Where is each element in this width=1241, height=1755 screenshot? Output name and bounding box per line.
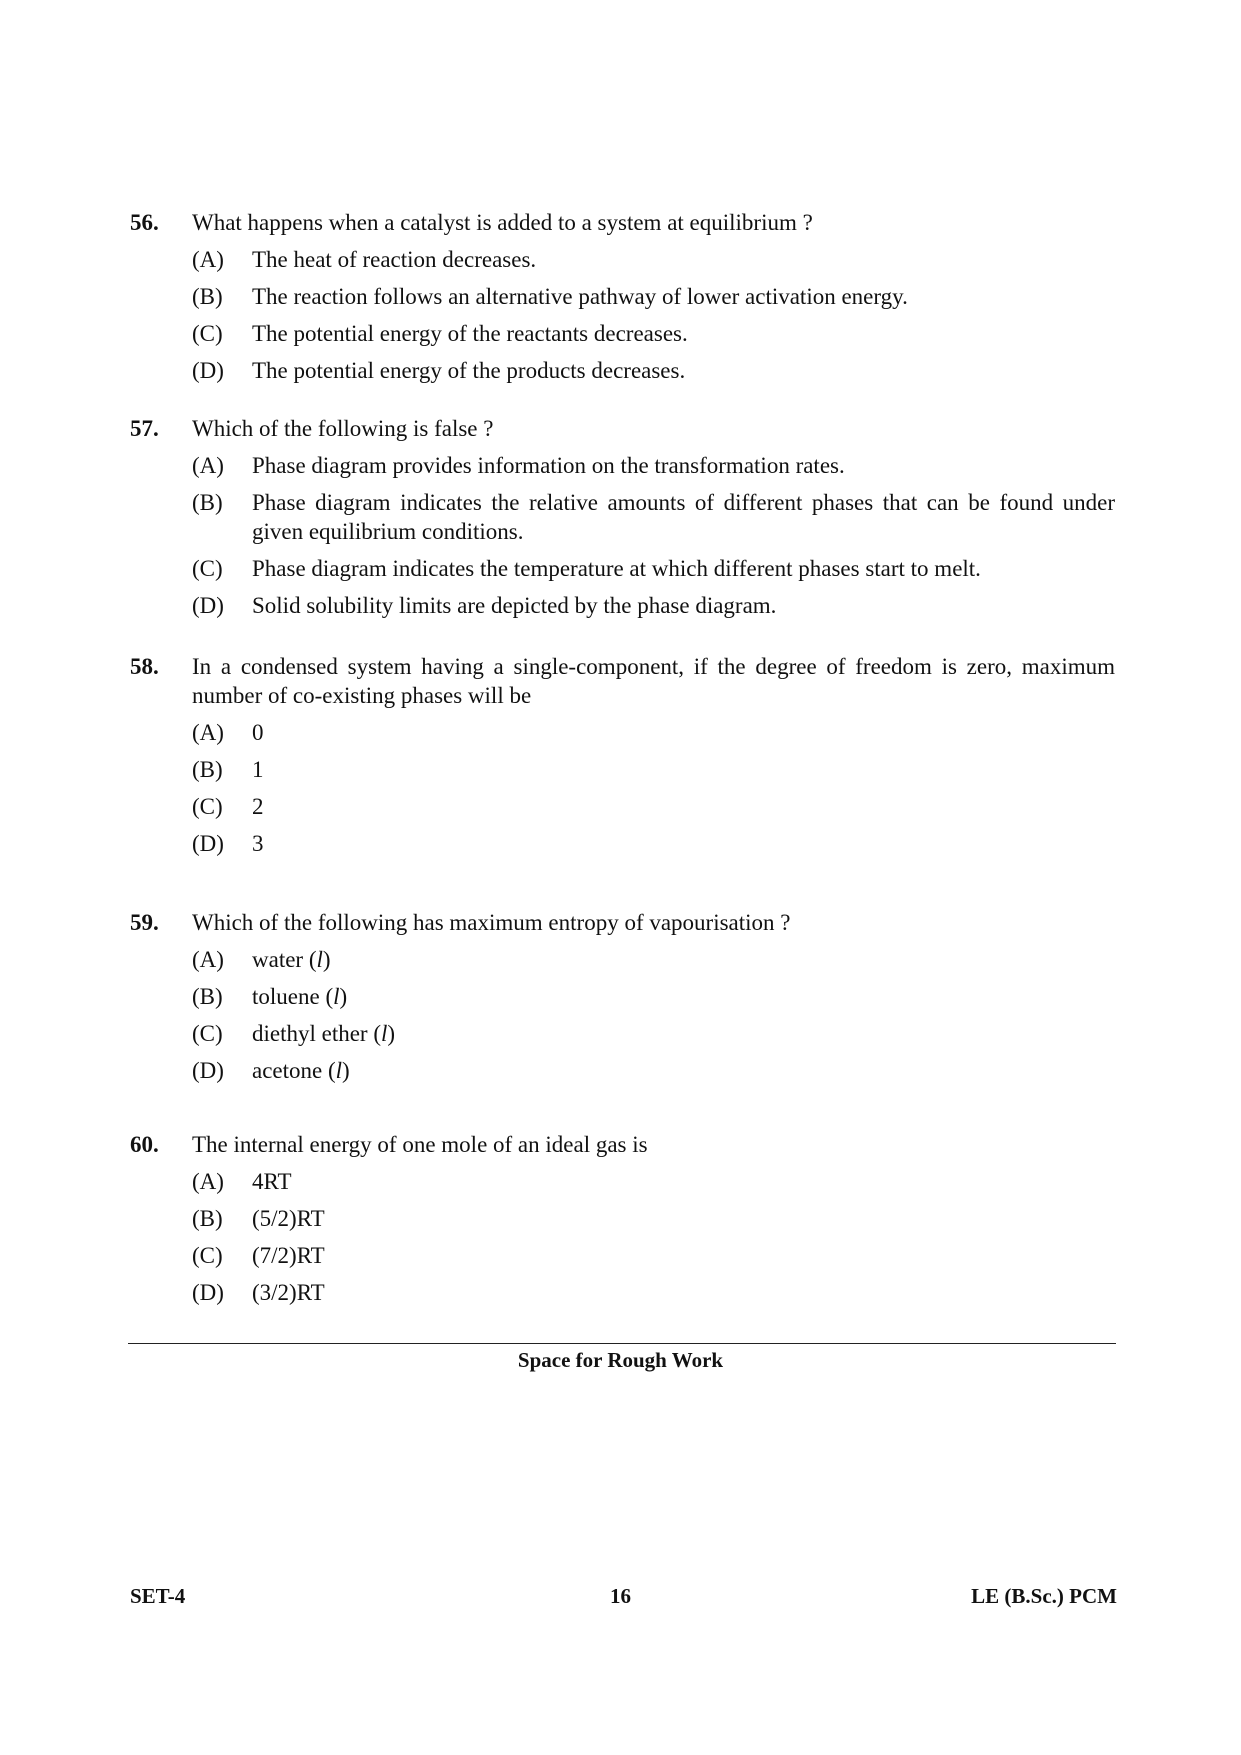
option-b — [192, 1204, 1115, 1233]
option-d — [192, 356, 1115, 385]
question-59 — [130, 908, 1115, 1093]
option-text: The reaction follows an alternative pathway of lower activation energy. — [252, 284, 908, 309]
option-text: Phase diagram indicates the temperature at which different phases start to melt. — [252, 556, 981, 581]
option-text: 2 — [252, 794, 264, 819]
question-text: Which of the following is false ? — [192, 416, 494, 441]
option-list — [130, 245, 1115, 385]
question-stem — [130, 908, 1115, 937]
option-text: Phase diagram indicates the relative amounts of different phases that can be found under given equilibrium conditions. — [252, 490, 1115, 544]
option-text: (5/2)RT — [252, 1206, 325, 1231]
rough-work-divider — [128, 1343, 1116, 1344]
option-value: diethyl ether — [252, 1021, 368, 1046]
option-list — [130, 945, 1115, 1085]
question-text: Which of the following has maximum entropy of vapourisation ? — [192, 910, 791, 935]
option-label: (C) — [192, 321, 223, 346]
option-value: toluene — [252, 984, 320, 1009]
question-stem — [130, 652, 1115, 710]
question-text: The internal energy of one mole of an ideal gas is — [192, 1132, 648, 1157]
option-text: The heat of reaction decreases. — [252, 247, 537, 272]
option-label: (C) — [192, 1243, 223, 1268]
question-number: 57. — [130, 416, 159, 441]
option-label: (C) — [192, 1021, 223, 1046]
liquid-state-symbol: l — [381, 1021, 388, 1046]
question-number: 59. — [130, 910, 159, 935]
option-b — [192, 488, 1115, 546]
option-label: (A) — [192, 947, 224, 972]
option-label: (B) — [192, 284, 223, 309]
option-label: (C) — [192, 794, 223, 819]
option-c — [192, 1019, 1115, 1048]
option-label: (C) — [192, 556, 223, 581]
option-text: (7/2)RT — [252, 1243, 325, 1268]
question-number: 60. — [130, 1132, 159, 1157]
option-label: (A) — [192, 247, 224, 272]
question-text: What happens when a catalyst is added to a system at equilibrium ? — [192, 210, 813, 235]
question-number: 56. — [130, 210, 159, 235]
option-a — [192, 245, 1115, 274]
option-label: (B) — [192, 490, 223, 515]
option-c — [192, 554, 1115, 583]
option-d — [192, 829, 1115, 858]
option-text: diethyl ether (l) — [252, 1021, 396, 1046]
option-list — [130, 1167, 1115, 1307]
footer-set-code: SET-4 — [130, 1584, 186, 1608]
question-stem — [130, 414, 1115, 443]
liquid-state-symbol: l — [316, 947, 323, 972]
option-label: (A) — [192, 453, 224, 478]
option-b — [192, 282, 1115, 311]
option-label: (B) — [192, 757, 223, 782]
question-60 — [130, 1130, 1115, 1315]
option-label: (A) — [192, 720, 224, 745]
option-label: (A) — [192, 1169, 224, 1194]
option-text: toluene (l) — [252, 984, 348, 1009]
option-list — [130, 451, 1115, 620]
option-d — [192, 591, 1115, 620]
question-text: In a condensed system having a single-component, if the degree of freedom is zero, maximum number of co-existing phases will be — [192, 654, 1115, 708]
option-text: The potential energy of the products decreases. — [252, 358, 686, 383]
option-text: 0 — [252, 720, 264, 745]
option-d — [192, 1056, 1115, 1085]
option-label: (D) — [192, 593, 224, 618]
option-c — [192, 792, 1115, 821]
option-text: water (l) — [252, 947, 331, 972]
option-label: (B) — [192, 984, 223, 1009]
question-stem — [130, 208, 1115, 237]
footer-page-number: 16 — [610, 1584, 631, 1608]
rough-work-heading: Space for Rough Work — [517, 1348, 724, 1372]
option-text: 4RT — [252, 1169, 292, 1194]
option-b — [192, 755, 1115, 784]
option-label: (D) — [192, 1058, 224, 1083]
question-57 — [130, 414, 1115, 628]
option-list — [130, 718, 1115, 858]
option-text: acetone (l) — [252, 1058, 350, 1083]
option-text: Solid solubility limits are depicted by the phase diagram. — [252, 593, 777, 618]
liquid-state-symbol: l — [335, 1058, 343, 1083]
option-label: (D) — [192, 831, 224, 856]
option-a — [192, 1167, 1115, 1196]
question-stem — [130, 1130, 1115, 1159]
option-d — [192, 1278, 1115, 1307]
option-c — [192, 1241, 1115, 1270]
option-label: (D) — [192, 358, 224, 383]
option-text: The potential energy of the reactants decreases. — [252, 321, 688, 346]
option-text: Phase diagram provides information on the transformation rates. — [252, 453, 845, 478]
question-number: 58. — [130, 654, 159, 679]
option-text: 1 — [252, 757, 264, 782]
question-56 — [130, 208, 1115, 393]
footer-paper-code: LE (B.Sc.) PCM — [971, 1584, 1117, 1608]
option-label: (B) — [192, 1206, 223, 1231]
option-a — [192, 451, 1115, 480]
option-label: (D) — [192, 1280, 224, 1305]
option-c — [192, 319, 1115, 348]
liquid-state-symbol: l — [333, 984, 340, 1009]
option-a — [192, 718, 1115, 747]
question-58 — [130, 652, 1115, 866]
option-value: acetone — [252, 1058, 323, 1083]
option-b — [192, 982, 1115, 1011]
option-value: water — [252, 947, 304, 972]
option-a — [192, 945, 1115, 974]
option-text: (3/2)RT — [252, 1280, 325, 1305]
option-text: 3 — [252, 831, 264, 856]
